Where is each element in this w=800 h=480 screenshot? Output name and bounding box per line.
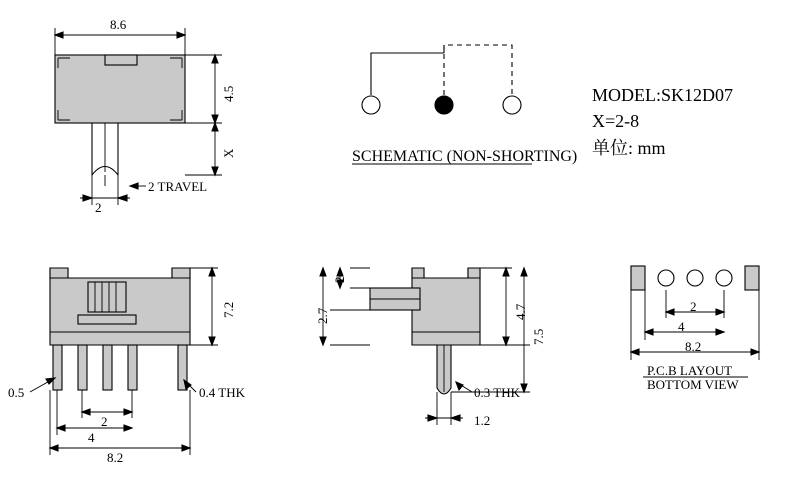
dim-width-8-6: 8.6 (110, 17, 127, 32)
dim-body-height-7-2: 7.2 (221, 301, 236, 318)
dim-lever-height-2-7: 2.7 (315, 307, 330, 324)
dim-lever-top-2: 2 (332, 276, 347, 283)
dim-overall-8-2: 8.2 (107, 450, 124, 465)
title-x-range: X=2-8 (592, 111, 640, 131)
dim-side-pin-thickness-0-3: 0.3 THK (474, 385, 520, 400)
dim-travel-axis-x: X (221, 148, 236, 158)
schematic-caption: SCHEMATIC (NON-SHORTING) (352, 148, 578, 165)
dim-overall-height-7-5: 7.5 (531, 328, 546, 345)
pcb-dim-overall-8-2: 8.2 (685, 339, 702, 354)
dim-pitch-4: 4 (88, 430, 95, 445)
title-model: MODEL:SK12D07 (592, 85, 734, 105)
pcb-dim-pitch-4: 4 (678, 319, 685, 334)
pcb-caption-line1: P.C.B LAYOUT (647, 363, 733, 378)
dim-lever-width-2: 2 (95, 200, 102, 215)
dim-height-4-5: 4.5 (221, 85, 236, 102)
dim-pitch-2: 2 (101, 414, 108, 429)
dim-pin-thickness-0-4: 0.4 THK (199, 385, 245, 400)
dim-pin-offset-0-5: 0.5 (8, 385, 25, 400)
dim-travel: 2 TRAVEL (148, 179, 208, 194)
title-units: 单位: mm (592, 138, 666, 158)
dim-pin-width-1-2: 1.2 (474, 413, 491, 428)
pcb-dim-pitch-2: 2 (690, 299, 697, 314)
dim-side-body-height-4-7: 4.7 (513, 303, 528, 320)
pcb-caption-line2: BOTTOM VIEW (647, 377, 739, 392)
